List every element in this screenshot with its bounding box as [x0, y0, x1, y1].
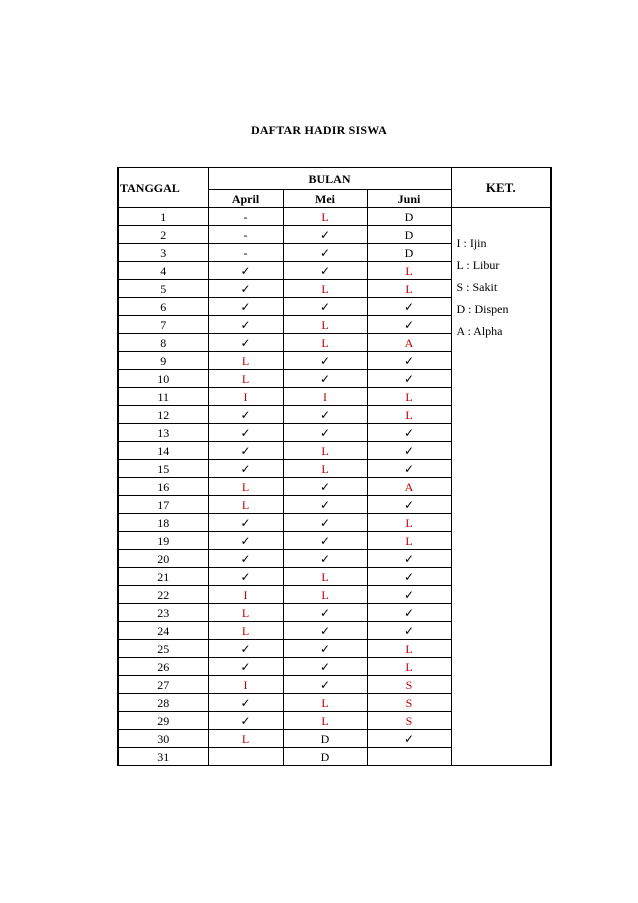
cell-tanggal: 20	[118, 550, 208, 568]
cell-april: ✓	[208, 568, 283, 586]
cell-juni: ✓	[367, 370, 451, 388]
cell-tanggal: 7	[118, 316, 208, 334]
cell-mei: ✓	[283, 262, 367, 280]
cell-april: -	[208, 208, 283, 226]
cell-tanggal: 3	[118, 244, 208, 262]
header-bulan: BULAN	[208, 168, 451, 190]
cell-tanggal: 29	[118, 712, 208, 730]
cell-juni: ✓	[367, 298, 451, 316]
cell-tanggal: 17	[118, 496, 208, 514]
cell-mei: L	[283, 586, 367, 604]
cell-juni: L	[367, 658, 451, 676]
cell-april: L	[208, 478, 283, 496]
cell-april: L	[208, 370, 283, 388]
cell-mei: ✓	[283, 226, 367, 244]
cell-mei: ✓	[283, 676, 367, 694]
cell-april: ✓	[208, 712, 283, 730]
cell-tanggal: 6	[118, 298, 208, 316]
cell-april: ✓	[208, 550, 283, 568]
cell-mei: L	[283, 694, 367, 712]
cell-tanggal: 21	[118, 568, 208, 586]
cell-juni: ✓	[367, 550, 451, 568]
cell-april	[208, 748, 283, 766]
cell-tanggal: 1	[118, 208, 208, 226]
cell-mei: ✓	[283, 514, 367, 532]
cell-mei: ✓	[283, 658, 367, 676]
cell-tanggal: 5	[118, 280, 208, 298]
cell-juni: ✓	[367, 496, 451, 514]
legend	[452, 208, 551, 342]
cell-tanggal: 26	[118, 658, 208, 676]
cell-tanggal: 25	[118, 640, 208, 658]
cell-juni: L	[367, 262, 451, 280]
cell-april: ✓	[208, 406, 283, 424]
cell-mei: L	[283, 568, 367, 586]
cell-april: L	[208, 496, 283, 514]
cell-april: ✓	[208, 694, 283, 712]
cell-juni: L	[367, 406, 451, 424]
cell-april: I	[208, 388, 283, 406]
cell-april: ✓	[208, 460, 283, 478]
cell-juni	[367, 748, 451, 766]
cell-april: ✓	[208, 442, 283, 460]
page-title: DAFTAR HADIR SISWA	[250, 123, 388, 137]
header-row-top	[118, 168, 551, 190]
cell-tanggal: 4	[118, 262, 208, 280]
cell-tanggal: 19	[118, 532, 208, 550]
cell-mei: ✓	[283, 496, 367, 514]
table-row	[118, 208, 551, 226]
cell-tanggal: 24	[118, 622, 208, 640]
cell-juni: ✓	[367, 442, 451, 460]
cell-juni: ✓	[367, 730, 451, 748]
cell-april: ✓	[208, 262, 283, 280]
cell-april: ✓	[208, 280, 283, 298]
cell-juni: ✓	[367, 604, 451, 622]
cell-juni: ✓	[367, 460, 451, 478]
cell-tanggal: 14	[118, 442, 208, 460]
cell-juni: ✓	[367, 316, 451, 334]
cell-april: ✓	[208, 640, 283, 658]
cell-april: ✓	[208, 658, 283, 676]
cell-mei: ✓	[283, 604, 367, 622]
header-month-mei: Mei	[283, 190, 367, 208]
cell-april: ✓	[208, 316, 283, 334]
cell-mei: ✓	[283, 640, 367, 658]
cell-juni: ✓	[367, 424, 451, 442]
cell-tanggal: 11	[118, 388, 208, 406]
cell-tanggal: 9	[118, 352, 208, 370]
cell-tanggal: 16	[118, 478, 208, 496]
cell-tanggal: 12	[118, 406, 208, 424]
legend-cell	[451, 208, 551, 766]
cell-tanggal: 22	[118, 586, 208, 604]
cell-mei: ✓	[283, 532, 367, 550]
cell-april: L	[208, 604, 283, 622]
cell-april: ✓	[208, 514, 283, 532]
cell-juni: S	[367, 676, 451, 694]
cell-tanggal: 28	[118, 694, 208, 712]
cell-mei: ✓	[283, 352, 367, 370]
cell-tanggal: 30	[118, 730, 208, 748]
cell-juni: ✓	[367, 352, 451, 370]
cell-mei: L	[283, 280, 367, 298]
cell-juni: D	[367, 208, 451, 226]
header-month-juni: Juni	[367, 190, 451, 208]
cell-mei: ✓	[283, 244, 367, 262]
cell-juni: S	[367, 712, 451, 730]
cell-juni: ✓	[367, 622, 451, 640]
cell-mei: ✓	[283, 424, 367, 442]
cell-mei: L	[283, 334, 367, 352]
cell-mei: ✓	[283, 478, 367, 496]
cell-mei: I	[283, 388, 367, 406]
cell-mei: ✓	[283, 370, 367, 388]
legend-item: A : Alpha	[456, 324, 503, 338]
legend-item: D : Dispen	[456, 302, 509, 316]
cell-mei: ✓	[283, 298, 367, 316]
cell-juni: D	[367, 244, 451, 262]
cell-tanggal: 8	[118, 334, 208, 352]
cell-juni: A	[367, 478, 451, 496]
cell-mei: L	[283, 460, 367, 478]
cell-april: I	[208, 586, 283, 604]
cell-april: I	[208, 676, 283, 694]
header-ket: KET.	[451, 168, 551, 208]
cell-april: -	[208, 244, 283, 262]
cell-tanggal: 27	[118, 676, 208, 694]
cell-tanggal: 23	[118, 604, 208, 622]
header-tanggal: TANGGAL	[118, 168, 208, 208]
cell-april: L	[208, 622, 283, 640]
cell-mei: D	[283, 730, 367, 748]
cell-april: L	[208, 730, 283, 748]
cell-mei: ✓	[283, 622, 367, 640]
cell-juni: L	[367, 532, 451, 550]
cell-juni: ✓	[367, 586, 451, 604]
legend-item: L : Libur	[456, 258, 500, 272]
cell-juni: L	[367, 640, 451, 658]
cell-mei: D	[283, 748, 367, 766]
cell-april: -	[208, 226, 283, 244]
cell-tanggal: 10	[118, 370, 208, 388]
header-month-april: April	[208, 190, 283, 208]
legend-item: I : Ijin	[456, 236, 487, 250]
cell-mei: L	[283, 316, 367, 334]
cell-tanggal: 15	[118, 460, 208, 478]
cell-april: ✓	[208, 532, 283, 550]
attendance-table	[117, 167, 552, 766]
legend-item: S : Sakit	[456, 280, 498, 294]
cell-juni: D	[367, 226, 451, 244]
cell-mei: L	[283, 712, 367, 730]
cell-tanggal: 18	[118, 514, 208, 532]
cell-juni: A	[367, 334, 451, 352]
cell-mei: L	[283, 208, 367, 226]
cell-april: ✓	[208, 334, 283, 352]
cell-april: L	[208, 352, 283, 370]
cell-juni: S	[367, 694, 451, 712]
cell-juni: L	[367, 280, 451, 298]
cell-tanggal: 13	[118, 424, 208, 442]
cell-april: ✓	[208, 298, 283, 316]
cell-mei: ✓	[283, 406, 367, 424]
cell-tanggal: 31	[118, 748, 208, 766]
cell-mei: ✓	[283, 550, 367, 568]
cell-juni: L	[367, 514, 451, 532]
cell-juni: L	[367, 388, 451, 406]
cell-mei: L	[283, 442, 367, 460]
cell-juni: ✓	[367, 568, 451, 586]
cell-april: ✓	[208, 424, 283, 442]
cell-tanggal: 2	[118, 226, 208, 244]
